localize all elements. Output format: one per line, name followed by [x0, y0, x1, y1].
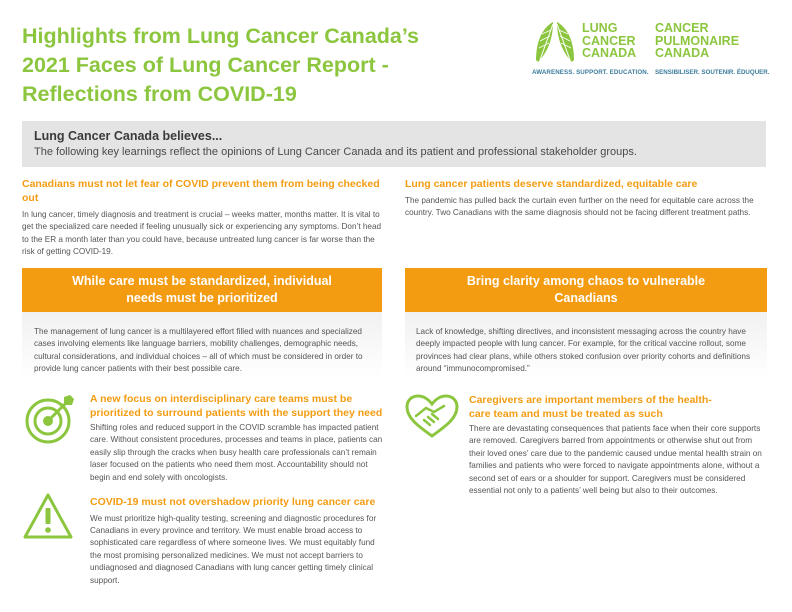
believes-text: The following key learnings reflect the opinions of Lung Cancer Canada and its patient and professional stakeholder groups. — [34, 146, 637, 158]
target-arrow-icon — [24, 393, 76, 450]
caregivers-heading: Caregivers are important members of the health-care team and must be treated as such — [469, 394, 712, 420]
section-caregivers — [469, 394, 767, 497]
banner-individual-needs-title: While care must be standardized, individual needs must be prioritized — [72, 274, 332, 305]
logo-name-fr: CANCER PULMONAIRE CANADA — [655, 21, 740, 60]
logo-name-en: LUNG CANCER CANADA — [582, 21, 637, 60]
section-fear — [22, 178, 382, 259]
title-line-3: Reflections from COVID-19 — [22, 82, 297, 106]
interdisciplinary-heading: A new focus on interdisciplinary care teams must be prioritized to surround patients with the support they need — [90, 393, 383, 419]
page-title — [22, 22, 522, 109]
banner-right-body: Lack of knowledge, shifting directives, and inconsistent messaging across the country have deeply impacted people with lung cancer. For example, for the critical vaccine rollout, some provinces had clear plans, while others stoked confusion over priority cohorts and definitions around “immunocompromised.” — [416, 327, 751, 374]
leaf-logo-icon — [532, 20, 578, 66]
section-interdisciplinary — [90, 393, 386, 484]
fear-body: In lung cancer, timely diagnosis and treatment is crucial – weeks matter, months matter. It is vital to get the specialized care needed if feeling unusually sick or experiencing any symptoms. Don’t head to the ER a month later than you could have, because untreated lung cancer is far worse than the risk of getting COVID-19. — [22, 210, 382, 257]
logo-tagline-fr: SENSIBILISER. SOUTENIR. ÉDUQUER. — [655, 69, 770, 76]
section-overshadow — [90, 496, 386, 587]
warning-icon — [22, 492, 74, 545]
logo-tagline-en: AWARENESS. SUPPORT. EDUCATION. — [532, 69, 649, 76]
caregivers-body: There are devastating consequences that patients face when their core supports are removed. Caregivers barred from appointments or otherwise shut out from their loved ones’ care due to the pandemic caused undue mental health strain on families and patients who were forced to navigate appointments alone, without a second set of ears or a shoulder for support. Caregivers must be considered essential not only to a patients’ well being but also to their outcomes. — [469, 424, 762, 496]
section-standardized — [405, 178, 767, 219]
overshadow-heading: COVID-19 must not overshadow priority lung cancer care — [90, 496, 376, 508]
banner-individual-needs — [22, 268, 382, 312]
standardized-body: The pandemic has pulled back the curtain even further on the need for equitable care across the country. Two Canadians with the same diagnosis should not be facing different treatment paths. — [405, 195, 754, 217]
banner-clarity — [405, 268, 767, 312]
banner-clarity-title: Bring clarity among chaos to vulnerable Canadians — [466, 274, 706, 305]
logo — [532, 20, 782, 82]
interdisciplinary-body: Shifting roles and reduced support in the COVID scramble has impacted patient care. Without consistent procedures, processes and teams in place, patients can easily slip through the cracks when busy health care professionals can’t remain laser focused on the patients who need them most. Accountability should not begin and end solely with oncologists. — [90, 423, 383, 482]
handshake-heart-icon — [404, 394, 460, 443]
believes-heading: Lung Cancer Canada believes... — [34, 129, 223, 143]
believes-band — [22, 121, 766, 167]
banner-left-body: The management of lung cancer is a multilayered effort filled with nuances and specialized cases involving elements like language barriers, mobility challenges, demographic needs, cultural considerations, and individual choices – all of which must be considered in order to provide lung cancer patients with their best possible care. — [34, 327, 363, 374]
standardized-heading: Lung cancer patients deserve standardized, equitable care — [405, 178, 698, 190]
title-line-2: 2021 Faces of Lung Cancer Report - — [22, 53, 389, 77]
overshadow-body: We must prioritize high-quality testing, screening and diagnostic procedures for Canadians in every province and territory. We must enable broad access to sophisticated care regardless of where someone lives. We must equitably fund the most promising personalized medicines. We must not accept barriers to undiagnosed and diagnosed Canadians with lung cancer getting timely clinical support. — [90, 513, 377, 585]
title-line-1: Highlights from Lung Cancer Canada’s — [22, 24, 419, 48]
fear-heading: Canadians must not let fear of COVID prevent them from being checked out — [22, 178, 380, 204]
